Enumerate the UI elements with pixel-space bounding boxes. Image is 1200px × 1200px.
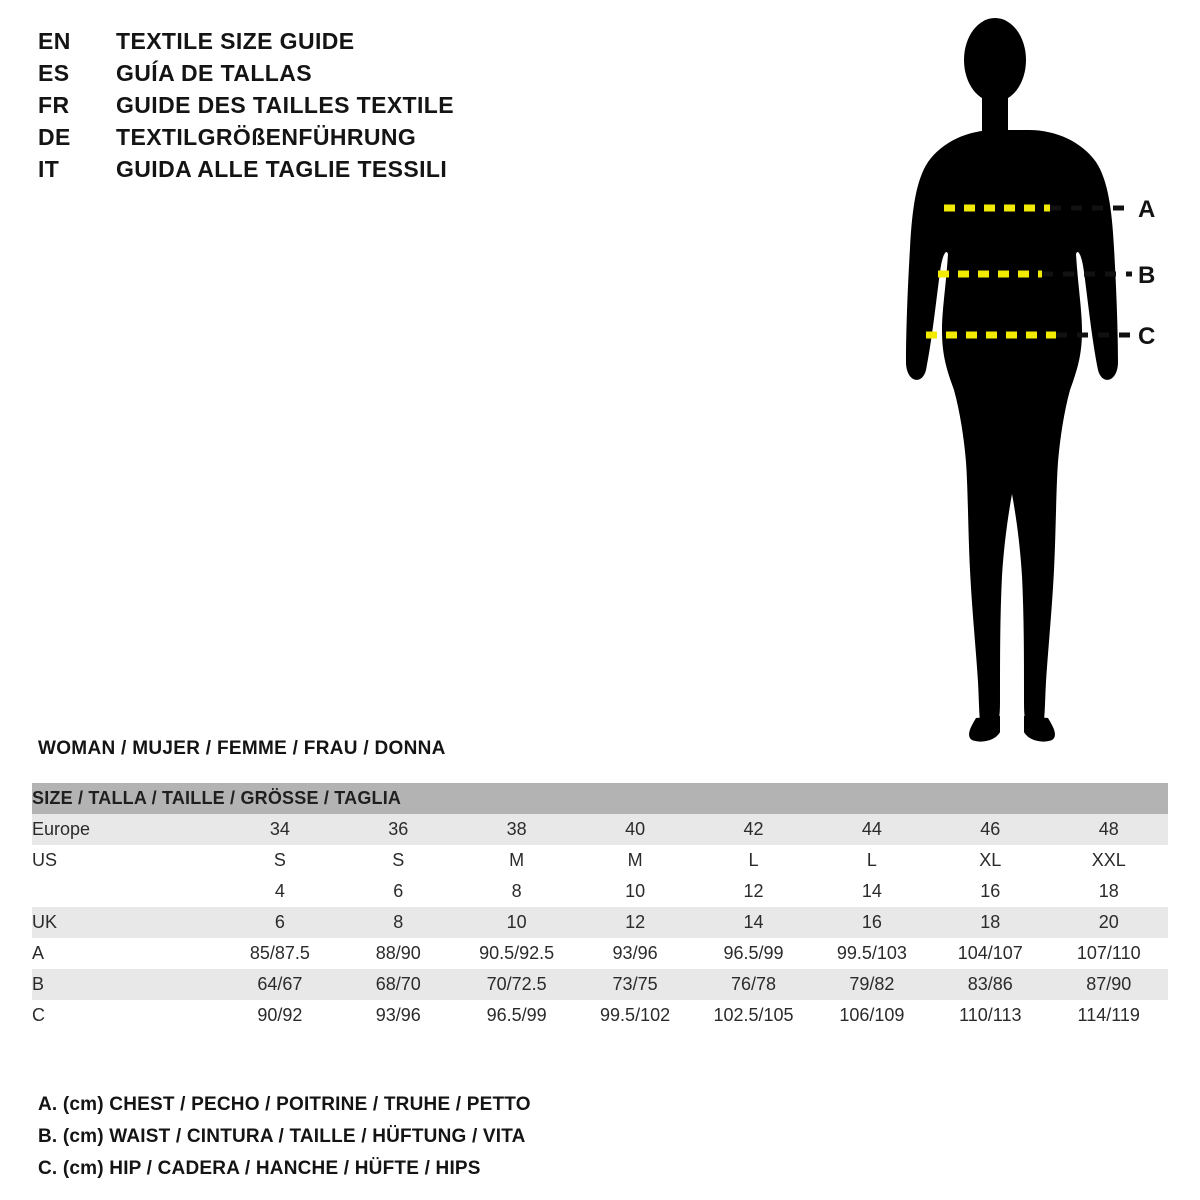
cell-a-3: 93/96	[576, 938, 694, 969]
marker-label-c: C	[1138, 323, 1156, 350]
cell-usnum-6: 16	[931, 876, 1049, 907]
title-text-de: TEXTILGRÖßENFÜHRUNG	[116, 124, 417, 150]
row-label-a: A	[32, 938, 221, 969]
cell-europe-4: 42	[694, 814, 812, 845]
cell-usnum-2: 8	[457, 876, 575, 907]
cell-usnum-4: 12	[694, 876, 812, 907]
table-row-us-numeric	[32, 876, 1168, 907]
body-shape	[906, 130, 1118, 728]
table-row-europe	[32, 814, 1168, 845]
cell-a-5: 99.5/103	[813, 938, 931, 969]
title-row-es	[38, 60, 558, 92]
cell-b-2: 70/72.5	[457, 969, 575, 1000]
left-foot-shape	[969, 716, 1000, 742]
size-table	[32, 783, 1168, 1031]
marker-label-b: B	[1138, 262, 1156, 289]
cell-us-6: XL	[931, 845, 1049, 876]
cell-europe-5: 44	[813, 814, 931, 845]
table-row-uk	[32, 907, 1168, 938]
cell-us-3: M	[576, 845, 694, 876]
title-row-it	[38, 156, 558, 188]
cell-europe-1: 36	[339, 814, 457, 845]
legend-line-c: C. (cm) HIP / CADERA / HANCHE / HÜFTE / HIPS	[38, 1158, 481, 1179]
cell-b-5: 79/82	[813, 969, 931, 1000]
table-header-label: SIZE / TALLA / TAILLE / GRÖSSE / TAGLIA	[32, 783, 1168, 814]
title-text-en: TEXTILE SIZE GUIDE	[116, 28, 355, 54]
cell-uk-7: 20	[1050, 907, 1169, 938]
table-header-row	[32, 783, 1168, 814]
cell-c-6: 110/113	[931, 1000, 1049, 1031]
cell-us-0: S	[221, 845, 339, 876]
cell-europe-7: 48	[1050, 814, 1169, 845]
head-shape	[964, 18, 1026, 102]
cell-a-0: 85/87.5	[221, 938, 339, 969]
title-text-fr: GUIDE DES TAILLES TEXTILE	[116, 92, 454, 118]
title-row-fr	[38, 92, 558, 124]
cell-b-7: 87/90	[1050, 969, 1169, 1000]
legend	[38, 1089, 838, 1185]
title-text-it: GUIDA ALLE TAGLIE TESSILI	[116, 156, 448, 182]
cell-b-0: 64/67	[221, 969, 339, 1000]
title-lang-en: EN	[38, 28, 71, 54]
cell-b-6: 83/86	[931, 969, 1049, 1000]
title-lang-es: ES	[38, 60, 70, 86]
row-label-us-numeric	[32, 876, 221, 907]
cell-a-7: 107/110	[1050, 938, 1169, 969]
cell-uk-0: 6	[221, 907, 339, 938]
silhouette-svg	[850, 10, 1190, 750]
table-row-us	[32, 845, 1168, 876]
cell-europe-0: 34	[221, 814, 339, 845]
table-row-a	[32, 938, 1168, 969]
cell-usnum-0: 4	[221, 876, 339, 907]
cell-b-3: 73/75	[576, 969, 694, 1000]
title-text-es: GUÍA DE TALLAS	[116, 60, 312, 86]
cell-c-5: 106/109	[813, 1000, 931, 1031]
cell-c-2: 96.5/99	[457, 1000, 575, 1031]
cell-us-2: M	[457, 845, 575, 876]
cell-a-4: 96.5/99	[694, 938, 812, 969]
table-row-c	[32, 1000, 1168, 1031]
cell-uk-6: 18	[931, 907, 1049, 938]
legend-line-b: B. (cm) WAIST / CINTURA / TAILLE / HÜFTUNG / VITA	[38, 1126, 526, 1147]
cell-us-7: XXL	[1050, 845, 1169, 876]
cell-a-1: 88/90	[339, 938, 457, 969]
cell-uk-1: 8	[339, 907, 457, 938]
cell-b-4: 76/78	[694, 969, 812, 1000]
legend-line-a: A. (cm) CHEST / PECHO / POITRINE / TRUHE / PETTO	[38, 1094, 531, 1115]
cell-c-3: 99.5/102	[576, 1000, 694, 1031]
cell-us-5: L	[813, 845, 931, 876]
title-block	[38, 28, 558, 188]
cell-c-0: 90/92	[221, 1000, 339, 1031]
cell-a-2: 90.5/92.5	[457, 938, 575, 969]
marker-label-a: A	[1138, 196, 1156, 223]
title-row-en	[38, 28, 558, 60]
row-label-uk: UK	[32, 907, 221, 938]
cell-c-1: 93/96	[339, 1000, 457, 1031]
neck-shape	[982, 96, 1008, 132]
female-body-figure	[850, 10, 1190, 750]
title-lang-de: DE	[38, 124, 71, 150]
cell-c-7: 114/119	[1050, 1000, 1169, 1031]
table-row-b	[32, 969, 1168, 1000]
cell-usnum-5: 14	[813, 876, 931, 907]
cell-uk-5: 16	[813, 907, 931, 938]
cell-europe-3: 40	[576, 814, 694, 845]
cell-b-1: 68/70	[339, 969, 457, 1000]
cell-uk-4: 14	[694, 907, 812, 938]
cell-us-4: L	[694, 845, 812, 876]
cell-uk-3: 12	[576, 907, 694, 938]
title-lang-fr: FR	[38, 92, 70, 118]
cell-europe-2: 38	[457, 814, 575, 845]
cell-usnum-7: 18	[1050, 876, 1169, 907]
cell-a-6: 104/107	[931, 938, 1049, 969]
cell-usnum-3: 10	[576, 876, 694, 907]
right-foot-shape	[1024, 716, 1055, 742]
cell-c-4: 102.5/105	[694, 1000, 812, 1031]
section-heading: WOMAN / MUJER / FEMME / FRAU / DONNA	[38, 738, 446, 759]
cell-europe-6: 46	[931, 814, 1049, 845]
row-label-europe: Europe	[32, 814, 221, 845]
title-lang-it: IT	[38, 156, 60, 182]
title-row-de	[38, 124, 558, 156]
cell-uk-2: 10	[457, 907, 575, 938]
cell-usnum-1: 6	[339, 876, 457, 907]
row-label-b: B	[32, 969, 221, 1000]
cell-us-1: S	[339, 845, 457, 876]
row-label-c: C	[32, 1000, 221, 1031]
row-label-us: US	[32, 845, 221, 876]
